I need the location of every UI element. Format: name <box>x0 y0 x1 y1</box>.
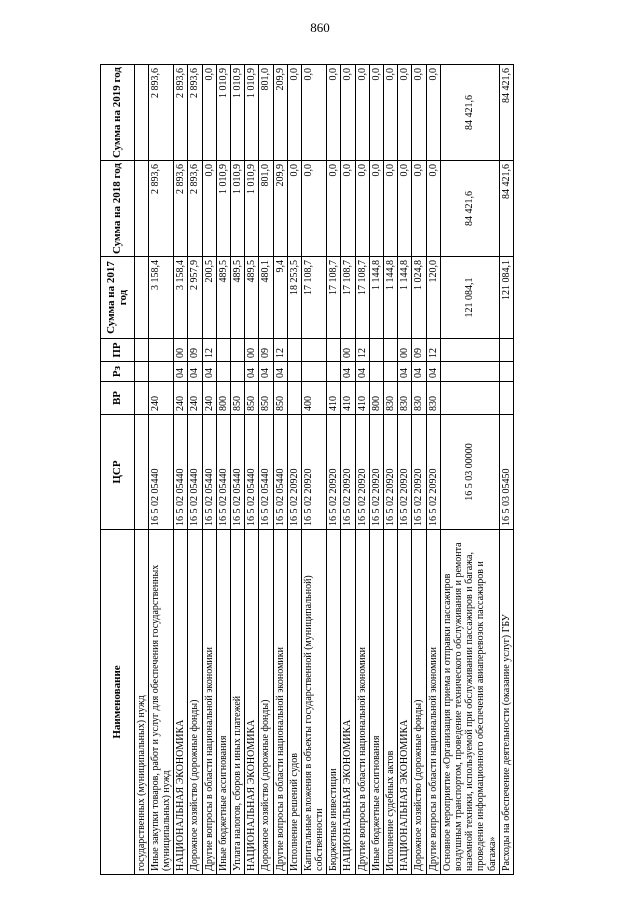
cell-name: Иные бюджетные ассигнования <box>216 530 230 875</box>
cell-sum-2018: 1 010,9 <box>216 161 230 257</box>
cell-sum-2019: 0,0 <box>412 65 426 161</box>
cell-csr: 16 5 02 20920 <box>355 415 369 530</box>
cell-pr: 12 <box>273 339 287 362</box>
table-row <box>426 65 440 875</box>
cell-sum-2019: 0,0 <box>341 65 355 161</box>
table-row <box>188 65 202 875</box>
cell-rz <box>148 362 173 382</box>
cell-sum-2019: 0,0 <box>398 65 412 161</box>
cell-pr <box>148 339 173 362</box>
header-name: Наименование <box>101 530 135 875</box>
cell-name: Уплата налогов, сборов и иных платежей <box>230 530 244 875</box>
table-row <box>355 65 369 875</box>
cell-vr: 410 <box>341 382 355 415</box>
cell-name: Другие вопросы в области национальной экономики <box>273 530 287 875</box>
cell-sum-2018: 84 421,6 <box>499 161 513 257</box>
cell-sum-2017: 120,0 <box>426 257 440 339</box>
cell-csr: 16 5 02 20920 <box>287 415 301 530</box>
cell-sum-2017: 9,4 <box>273 257 287 339</box>
cell-sum-2017 <box>134 257 148 339</box>
header-csr: ЦСР <box>101 415 135 530</box>
cell-sum-2017: 1 144,8 <box>398 257 412 339</box>
cell-vr <box>440 382 499 415</box>
cell-sum-2019: 0,0 <box>355 65 369 161</box>
cell-sum-2019: 84 421,6 <box>440 65 499 161</box>
header-sum-2017: Сумма на 2017 год <box>101 257 135 339</box>
cell-name: НАЦИОНАЛЬНАЯ ЭКОНОМИКА <box>245 530 259 875</box>
cell-name: НАЦИОНАЛЬНАЯ ЭКОНОМИКА <box>398 530 412 875</box>
cell-name: Дорожное хозяйство (дорожные фонды) <box>188 530 202 875</box>
cell-sum-2017: 121 084,1 <box>499 257 513 339</box>
cell-sum-2018: 1 010,9 <box>245 161 259 257</box>
cell-sum-2019: 0,0 <box>301 65 326 161</box>
cell-sum-2019: 0,0 <box>202 65 216 161</box>
cell-sum-2018: 2 893,6 <box>148 161 173 257</box>
cell-vr: 830 <box>412 382 426 415</box>
cell-pr <box>230 339 244 362</box>
table-row <box>341 65 355 875</box>
cell-sum-2018: 0,0 <box>426 161 440 257</box>
cell-sum-2018: 2 893,6 <box>188 161 202 257</box>
cell-vr: 400 <box>301 382 326 415</box>
table-row <box>273 65 287 875</box>
table-row <box>440 65 499 875</box>
cell-sum-2019: 1 010,9 <box>216 65 230 161</box>
cell-vr <box>287 382 301 415</box>
cell-sum-2019: 0,0 <box>327 65 341 161</box>
cell-name: Бюджетные инвестиции <box>327 530 341 875</box>
cell-sum-2018: 0,0 <box>412 161 426 257</box>
cell-pr: 12 <box>426 339 440 362</box>
cell-sum-2019: 1 010,9 <box>230 65 244 161</box>
cell-rz <box>499 362 513 382</box>
cell-rz: 04 <box>259 362 273 382</box>
cell-pr <box>499 339 513 362</box>
cell-vr: 240 <box>148 382 173 415</box>
cell-vr: 850 <box>245 382 259 415</box>
table-row <box>245 65 259 875</box>
table-row <box>148 65 173 875</box>
cell-csr: 16 5 02 20920 <box>426 415 440 530</box>
cell-csr: 16 5 02 05440 <box>273 415 287 530</box>
table-row <box>412 65 426 875</box>
cell-csr: 16 5 03 00000 <box>440 415 499 530</box>
table-row <box>398 65 412 875</box>
cell-name: НАЦИОНАЛЬНАЯ ЭКОНОМИКА <box>341 530 355 875</box>
cell-pr <box>216 339 230 362</box>
cell-name: Другие вопросы в области национальной экономики <box>355 530 369 875</box>
cell-vr: 830 <box>426 382 440 415</box>
cell-csr: 16 5 02 20920 <box>301 415 326 530</box>
cell-sum-2019: 801,0 <box>259 65 273 161</box>
cell-vr: 240 <box>202 382 216 415</box>
cell-vr: 410 <box>327 382 341 415</box>
cell-name: Исполнение судебных актов <box>384 530 398 875</box>
table-row <box>327 65 341 875</box>
cell-vr: 850 <box>259 382 273 415</box>
cell-sum-2017: 480,1 <box>259 257 273 339</box>
cell-vr: 850 <box>230 382 244 415</box>
cell-sum-2017: 489,5 <box>230 257 244 339</box>
cell-sum-2017: 489,5 <box>216 257 230 339</box>
cell-sum-2018: 0,0 <box>341 161 355 257</box>
cell-sum-2017: 1 024,8 <box>412 257 426 339</box>
cell-csr: 16 5 02 20920 <box>398 415 412 530</box>
cell-name: Расходы на обеспечение деятельности (оказание услуг) ГБУ <box>499 530 513 875</box>
cell-csr <box>134 415 148 530</box>
cell-sum-2019: 209,9 <box>273 65 287 161</box>
cell-vr: 830 <box>398 382 412 415</box>
cell-pr <box>287 339 301 362</box>
cell-sum-2018: 0,0 <box>398 161 412 257</box>
cell-sum-2017: 17 108,7 <box>327 257 341 339</box>
header-sum-2018: Сумма на 2018 год <box>101 161 135 257</box>
cell-sum-2018: 0,0 <box>327 161 341 257</box>
cell-rz: 04 <box>273 362 287 382</box>
cell-pr: 00 <box>398 339 412 362</box>
cell-name: Капитальные вложения в объекты государственной (муниципальной) собственности <box>301 530 326 875</box>
page-number: 860 <box>310 20 330 35</box>
cell-name: Иные бюджетные ассигнования <box>369 530 383 875</box>
cell-name: Другие вопросы в области национальной экономики <box>202 530 216 875</box>
cell-vr: 850 <box>273 382 287 415</box>
cell-vr: 240 <box>174 382 188 415</box>
cell-vr <box>499 382 513 415</box>
cell-rz <box>369 362 383 382</box>
cell-csr: 16 5 02 05440 <box>259 415 273 530</box>
cell-sum-2017: 489,5 <box>245 257 259 339</box>
cell-rz: 04 <box>174 362 188 382</box>
cell-pr: 00 <box>245 339 259 362</box>
cell-pr <box>384 339 398 362</box>
header-sum-2019: Сумма на 2019 год <box>101 65 135 161</box>
cell-name: Исполнение решений судов <box>287 530 301 875</box>
table-row <box>134 65 148 875</box>
cell-sum-2019: 84 421,6 <box>499 65 513 161</box>
cell-rz: 04 <box>398 362 412 382</box>
cell-csr: 16 5 02 05440 <box>216 415 230 530</box>
cell-sum-2017: 121 084,1 <box>440 257 499 339</box>
cell-rz <box>134 362 148 382</box>
cell-sum-2018: 2 893,6 <box>174 161 188 257</box>
cell-sum-2019: 0,0 <box>384 65 398 161</box>
cell-pr <box>369 339 383 362</box>
cell-pr <box>440 339 499 362</box>
table-row <box>174 65 188 875</box>
cell-rz <box>216 362 230 382</box>
cell-name: Другие вопросы в области национальной экономики <box>426 530 440 875</box>
cell-sum-2018: 84 421,6 <box>440 161 499 257</box>
cell-rz <box>230 362 244 382</box>
cell-csr: 16 5 02 05440 <box>174 415 188 530</box>
cell-name: Дорожное хозяйство (дорожные фонды) <box>412 530 426 875</box>
cell-csr: 16 5 02 20920 <box>327 415 341 530</box>
cell-rz: 04 <box>245 362 259 382</box>
cell-vr: 800 <box>369 382 383 415</box>
rotated-page <box>100 65 550 875</box>
cell-sum-2017: 2 957,9 <box>188 257 202 339</box>
header-rz: Рз <box>101 362 135 382</box>
cell-vr <box>134 382 148 415</box>
cell-pr: 00 <box>341 339 355 362</box>
cell-rz <box>301 362 326 382</box>
table-row <box>384 65 398 875</box>
table-row <box>216 65 230 875</box>
cell-sum-2019: 1 010,9 <box>245 65 259 161</box>
cell-name: Основное мероприятие «Организация приема и отправки пассажиров воздушным транспортом, проведение технического обслуживания и ремонта наземной техники, используемой при обслуживании пассажиров и багажа, проведение информационного обеспечения авиаперевозок пассажиров и багажа» <box>440 530 499 875</box>
cell-sum-2019: 2 893,6 <box>148 65 173 161</box>
cell-name: Дорожное хозяйство (дорожные фонды) <box>259 530 273 875</box>
cell-rz: 04 <box>426 362 440 382</box>
cell-csr: 16 5 02 05440 <box>148 415 173 530</box>
cell-sum-2017: 17 108,7 <box>355 257 369 339</box>
cell-vr: 800 <box>216 382 230 415</box>
cell-sum-2018: 0,0 <box>202 161 216 257</box>
cell-rz: 04 <box>341 362 355 382</box>
cell-sum-2019: 2 893,6 <box>188 65 202 161</box>
cell-pr: 09 <box>259 339 273 362</box>
cell-pr <box>134 339 148 362</box>
cell-sum-2017: 3 158,4 <box>174 257 188 339</box>
cell-sum-2018: 0,0 <box>301 161 326 257</box>
cell-csr: 16 5 02 20920 <box>341 415 355 530</box>
table-row <box>259 65 273 875</box>
cell-sum-2017: 1 144,8 <box>384 257 398 339</box>
cell-csr: 16 5 02 20920 <box>412 415 426 530</box>
cell-sum-2019: 0,0 <box>287 65 301 161</box>
cell-pr: 09 <box>412 339 426 362</box>
cell-sum-2018: 0,0 <box>369 161 383 257</box>
header-vr: ВР <box>101 382 135 415</box>
cell-csr: 16 5 02 05440 <box>245 415 259 530</box>
cell-sum-2017: 18 253,5 <box>287 257 301 339</box>
table-row <box>369 65 383 875</box>
cell-sum-2018: 0,0 <box>384 161 398 257</box>
cell-sum-2019: 0,0 <box>426 65 440 161</box>
cell-sum-2018: 0,0 <box>287 161 301 257</box>
cell-pr: 00 <box>174 339 188 362</box>
cell-name: Иные закупки товаров, работ и услуг для обеспечения государственных (муниципальных) нужд <box>148 530 173 875</box>
table-row <box>499 65 513 875</box>
cell-sum-2018: 801,0 <box>259 161 273 257</box>
cell-rz <box>327 362 341 382</box>
cell-vr: 830 <box>384 382 398 415</box>
cell-pr <box>327 339 341 362</box>
cell-csr: 16 5 02 20920 <box>384 415 398 530</box>
budget-table <box>100 64 514 875</box>
cell-name: НАЦИОНАЛЬНАЯ ЭКОНОМИКА <box>174 530 188 875</box>
cell-csr: 16 5 02 20920 <box>369 415 383 530</box>
cell-sum-2018: 1 010,9 <box>230 161 244 257</box>
cell-rz <box>287 362 301 382</box>
cell-sum-2019 <box>134 65 148 161</box>
cell-sum-2017: 17 108,7 <box>301 257 326 339</box>
cell-rz: 04 <box>412 362 426 382</box>
cell-csr: 16 5 03 05450 <box>499 415 513 530</box>
cell-sum-2017: 1 144,8 <box>369 257 383 339</box>
table-header-row <box>101 65 135 875</box>
cell-sum-2017: 3 158,4 <box>148 257 173 339</box>
cell-csr: 16 5 02 05440 <box>202 415 216 530</box>
table-row <box>287 65 301 875</box>
cell-vr: 240 <box>188 382 202 415</box>
cell-sum-2017: 17 108,7 <box>341 257 355 339</box>
cell-sum-2019: 0,0 <box>369 65 383 161</box>
cell-sum-2018 <box>134 161 148 257</box>
cell-sum-2017: 200,5 <box>202 257 216 339</box>
cell-sum-2019: 2 893,6 <box>174 65 188 161</box>
cell-csr: 16 5 02 05440 <box>230 415 244 530</box>
cell-rz <box>384 362 398 382</box>
cell-pr: 09 <box>188 339 202 362</box>
table-body <box>134 65 513 875</box>
cell-name: государственных (муниципальных) нужд <box>134 530 148 875</box>
header-pr: ПР <box>101 339 135 362</box>
cell-sum-2018: 209,9 <box>273 161 287 257</box>
cell-pr <box>301 339 326 362</box>
cell-pr: 12 <box>202 339 216 362</box>
cell-rz: 04 <box>355 362 369 382</box>
table-row <box>230 65 244 875</box>
cell-vr: 410 <box>355 382 369 415</box>
cell-rz: 04 <box>202 362 216 382</box>
table-row <box>202 65 216 875</box>
cell-csr: 16 5 02 05440 <box>188 415 202 530</box>
cell-rz: 04 <box>188 362 202 382</box>
table-row <box>301 65 326 875</box>
cell-sum-2018: 0,0 <box>355 161 369 257</box>
cell-rz <box>440 362 499 382</box>
cell-pr: 12 <box>355 339 369 362</box>
